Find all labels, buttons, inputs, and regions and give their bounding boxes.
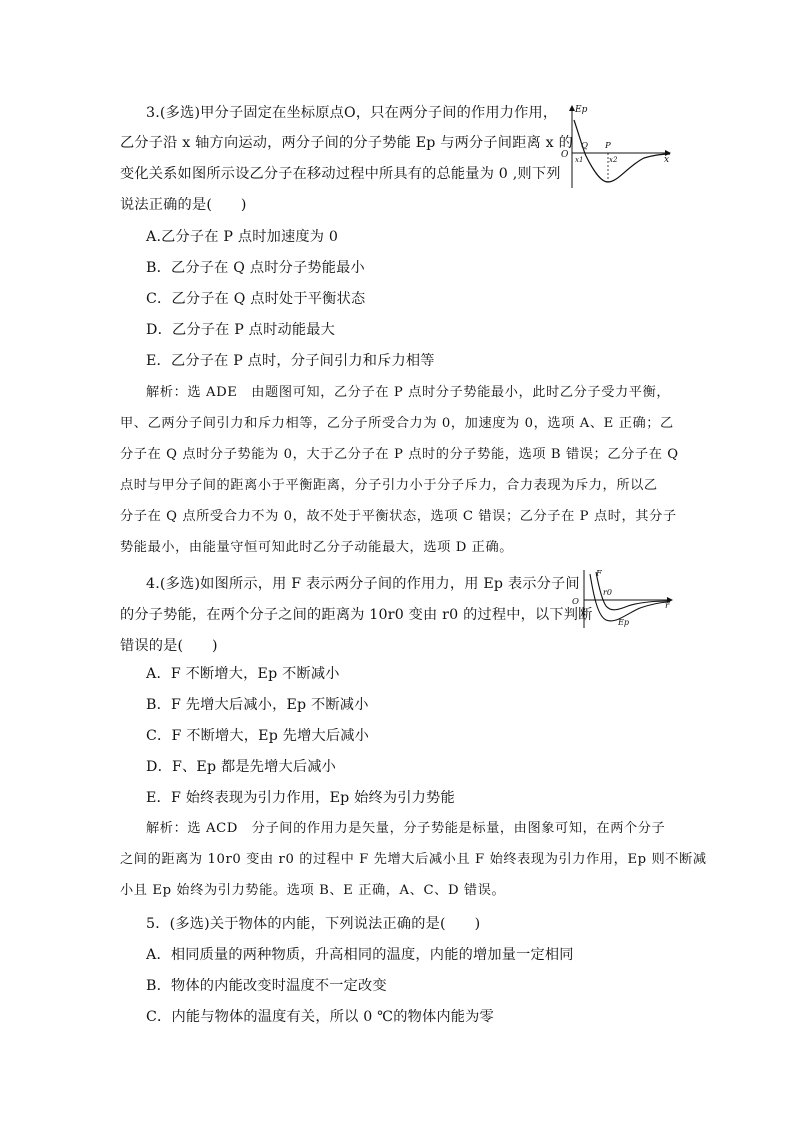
- q5-option-b: B．物体的内能改变时温度不一定改变: [146, 978, 387, 994]
- q4-stem-line-1: 4.(多选)如图所示，用 F 表示两分子间的作用力，用 Ep 表示分子间: [146, 576, 580, 592]
- q5-option-a: A．相同质量的两种物质，升高相同的温度，内能的增加量一定相同: [146, 947, 574, 963]
- q4-stem-line-2: 的分子势能，在两个分子之间的距离为 10r0 变由 r0 的过程中，以下判断: [120, 607, 593, 623]
- q3-solution-line-4: 点时与甲分子间的距离小于平衡距离，分子引力小于分子斥力，合力表现为斥力，所以乙: [120, 478, 658, 493]
- q3-option-c: C．乙分子在 Q 点时处于平衡状态: [146, 291, 366, 307]
- q4-r-axis-label: r: [665, 601, 670, 611]
- q4-r0-label: r0: [603, 588, 612, 597]
- q4-solution-line-3: 小且 Ep 始终为引力势能。选项 B、E 正确，A、C、D 错误。: [120, 883, 506, 898]
- q3-option-d: D．乙分子在 P 点时动能最大: [146, 322, 336, 338]
- q4-option-b: B．F 先增大后减小，Ep 不断减小: [146, 697, 369, 713]
- q3-solution-line-2: 甲、乙两分子间引力和斥力相等，乙分子所受合力为 0，加速度为 0，选项 A、E 正确；乙: [120, 416, 674, 431]
- q4-option-c: C．F 不断增大，Ep 先增大后减小: [146, 728, 370, 744]
- q4-origin-label: O: [572, 597, 579, 607]
- q4-solution-line-2: 之间的距离为 10r0 变由 r0 的过程中 F 先增大后减小且 F 始终表现为引力作用，Ep 则不断减: [120, 852, 707, 867]
- q5-option-c: C．内能与物体的温度有关，所以 0 ℃的物体内能为零: [146, 1009, 494, 1025]
- q3-ep-curve: [574, 120, 670, 182]
- q3-origin-label: O: [561, 150, 569, 160]
- q3-stem-line-3: 变化关系如图所示设乙分子在移动过程中所具有的总能量为 0 ,则下列: [120, 166, 561, 182]
- q3-point-p-label: P: [605, 141, 611, 151]
- q3-solution-line-1: 解析：选 ADE 由题图可知，乙分子在 P 点时分子势能最小，此时乙分子受力平衡，: [146, 385, 671, 400]
- q3-x-axis-label: x: [664, 155, 670, 165]
- q4-option-d: D．F、Ep 都是先增大后减小: [146, 759, 337, 775]
- q3-potential-energy-graph: [560, 100, 676, 192]
- q3-stem-line-1: 3.(多选)甲分子固定在坐标原点O，只在两分子间的作用力作用，: [146, 105, 558, 121]
- q5-stem-line-1: 5．(多选)关于物体的内能，下列说法正确的是( ): [146, 916, 481, 932]
- q3-point-q-label: Q: [581, 141, 588, 151]
- q4-option-a: A．F 不断增大，Ep 不断减小: [146, 666, 340, 682]
- q4-f-label: F: [596, 569, 602, 579]
- q4-option-e: E．F 始终表现为引力作用，Ep 始终为引力势能: [146, 790, 455, 806]
- q3-option-e: E．乙分子在 P 点时，分子间引力和斥力相等: [146, 353, 435, 369]
- q4-solution-line-1: 解析：选 ACD 分子间的作用力是矢量，分子势能是标量，由图象可知，在两个分子: [146, 821, 666, 836]
- q3-option-b: B．乙分子在 Q 点时分子势能最小: [146, 260, 365, 276]
- q4-stem-line-3: 错误的是( ): [120, 638, 218, 654]
- q4-force-energy-graph: [566, 566, 676, 630]
- q4-ep-label: Ep: [618, 618, 629, 627]
- q3-x2-label: x2: [609, 156, 618, 164]
- q3-solution-line-3: 分子在 Q 点时分子势能为 0，大于乙分子在 P 点时的分子势能，选项 B 错误；乙分子在 Q: [120, 447, 679, 462]
- q3-y-axis-label: Ep: [575, 105, 588, 115]
- q3-option-a: A.乙分子在 P 点时加速度为 0: [146, 229, 339, 245]
- q3-stem-line-4: 说法正确的是( ): [120, 197, 247, 213]
- q3-solution-line-6: 势能最小，由能量守恒可知此时乙分子动能最大，选项 D 正确。: [120, 540, 514, 555]
- q3-solution-line-5: 分子在 Q 点所受合力不为 0，故不处于平衡状态，选项 C 错误；乙分子在 P 点时，其分子: [120, 509, 677, 524]
- q3-stem-line-2: 乙分子沿 x 轴方向运动，两分子间的分子势能 Ep 与两分子间距离 x 的: [120, 135, 573, 151]
- q3-x1-label: x1: [575, 156, 584, 164]
